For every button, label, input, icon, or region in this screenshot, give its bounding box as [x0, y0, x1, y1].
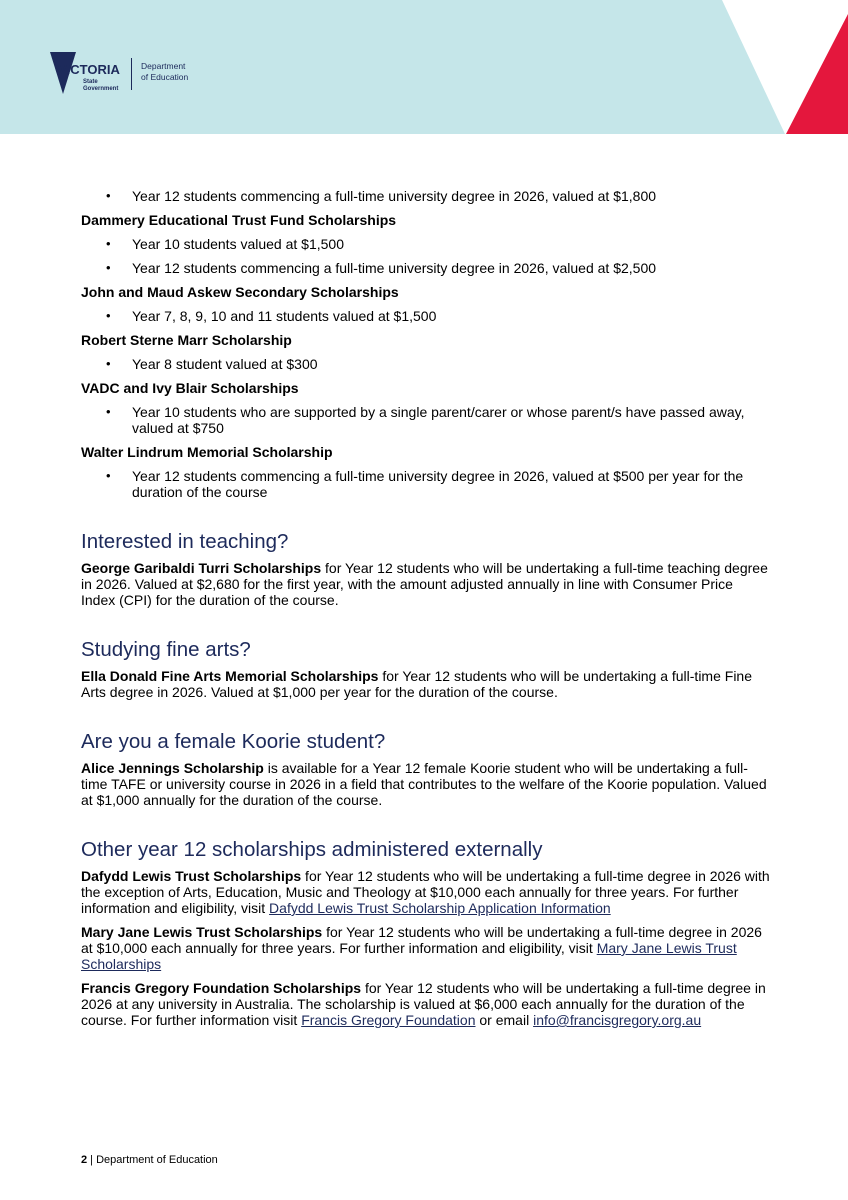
teaching-text: for Year 12 students who will be undertaking a full-time teaching degree in 2026. Valued at $2,680 for the first year, with the amount adjusted annually in line with Consumer Price Index (CPI) for the duration of the course.	[81, 560, 768, 608]
section-list	[81, 404, 771, 436]
section-title: John and Maud Askew Secondary Scholarships	[81, 284, 399, 300]
francis-mid: or email	[475, 1012, 534, 1028]
mary-link[interactable]: Mary Jane Lewis Trust Scholarships	[81, 940, 737, 972]
section-title: Robert Sterne Marr Scholarship	[81, 332, 292, 348]
logo-divider	[131, 58, 132, 90]
section-title: VADC and Ivy Blair Scholarships	[81, 380, 299, 396]
koorie-text: is available for a Year 12 female Koorie student who will be undertaking a full-time TAFE or university course in 2026 in a field that contributes to the welfare of the Koorie population. Valued at $1,000 annually for the duration of the course.	[81, 760, 767, 808]
victoria-logo	[50, 52, 130, 99]
dafydd-text: for Year 12 students who will be undertaking a full-time degree in 2026 with the exception of Arts, Education, Music and Theology at $10,000 each annually for three years. For further information and eligibility, visit	[81, 868, 770, 916]
francis-email-link[interactable]: info@francisgregory.org.au	[533, 1012, 702, 1028]
mary-paragraph	[81, 924, 771, 972]
victoria-logo-mark	[50, 52, 130, 94]
section-list	[81, 308, 771, 324]
fine-arts-paragraph	[81, 668, 771, 700]
dept-line2: of Education	[141, 72, 189, 82]
fine-arts-text: for Year 12 students who will be undertaking a full-time Fine Arts degree in 2026. Valued at $1,000 per year for the duration of the course.	[81, 668, 752, 700]
logo-word: VICTORIA	[58, 62, 120, 77]
dafydd-paragraph	[81, 868, 771, 916]
list-item: • Year 10 students valued at $1,500	[81, 236, 771, 252]
list-item: • Year 10 students who are supported by a single parent/carer or whose parent/s have passed away, valued at $750	[81, 404, 771, 436]
department-name	[141, 61, 188, 83]
dafydd-bold: Dafydd Lewis Trust Scholarships	[81, 868, 302, 884]
external-heading: Other year 12 scholarships administered externally	[81, 838, 543, 861]
logo-sub1: State	[83, 79, 98, 85]
list-item: • Year 12 students commencing a full-time university degree in 2026, valued at $500 per year for the duration of the course	[81, 468, 771, 500]
mary-text: for Year 12 students who will be undertaking a full-time degree in 2026 at $10,000 each annually for three years. For further information and eligibility, visit	[81, 924, 762, 956]
francis-text: for Year 12 students who will be undertaking a full-time degree in 2026 at any university in Australia. The scholarship is valued at $6,000 each annually for the duration of the course. For further information visit	[81, 980, 766, 1028]
top-list	[81, 188, 771, 204]
logo-sub2: Government	[83, 86, 119, 92]
section-title: Walter Lindrum Memorial Scholarship	[81, 444, 333, 460]
koorie-paragraph	[81, 760, 771, 808]
fine-arts-heading: Studying fine arts?	[81, 638, 251, 661]
teaching-heading: Interested in teaching?	[81, 530, 289, 553]
footer-separator: |	[87, 1154, 97, 1166]
dafydd-link[interactable]: Dafydd Lewis Trust Scholarship Application Information	[269, 900, 611, 916]
teaching-paragraph	[81, 560, 771, 608]
koorie-heading: Are you a female Koorie student?	[81, 730, 386, 753]
section-title: Dammery Educational Trust Fund Scholarships	[81, 212, 397, 228]
section-list	[81, 236, 771, 276]
mary-bold: Mary Jane Lewis Trust Scholarships	[81, 924, 323, 940]
teaching-bold: George Garibaldi Turri Scholarships	[81, 560, 322, 576]
koorie-bold: Alice Jennings Scholarship	[81, 760, 264, 776]
francis-paragraph	[81, 980, 771, 1028]
list-item: • Year 8 student valued at $300	[81, 356, 771, 372]
section-list	[81, 468, 771, 500]
section-list	[81, 356, 771, 372]
list-item: • Year 7, 8, 9, 10 and 11 students valued at $1,500	[81, 308, 771, 324]
francis-link[interactable]: Francis Gregory Foundation	[301, 1012, 476, 1028]
list-item: • Year 12 students commencing a full-time university degree in 2026, valued at $1,800	[81, 188, 771, 204]
page-content	[81, 188, 771, 1036]
list-item: • Year 12 students commencing a full-time university degree in 2026, valued at $2,500	[81, 260, 771, 276]
francis-bold: Francis Gregory Foundation Scholarships	[81, 980, 362, 996]
page-footer	[81, 1154, 218, 1166]
dept-line1: Department	[141, 61, 186, 71]
page-number: 2	[81, 1154, 88, 1166]
fine-arts-bold: Ella Donald Fine Arts Memorial Scholarships	[81, 668, 379, 684]
footer-label: Department of Education	[96, 1154, 218, 1166]
